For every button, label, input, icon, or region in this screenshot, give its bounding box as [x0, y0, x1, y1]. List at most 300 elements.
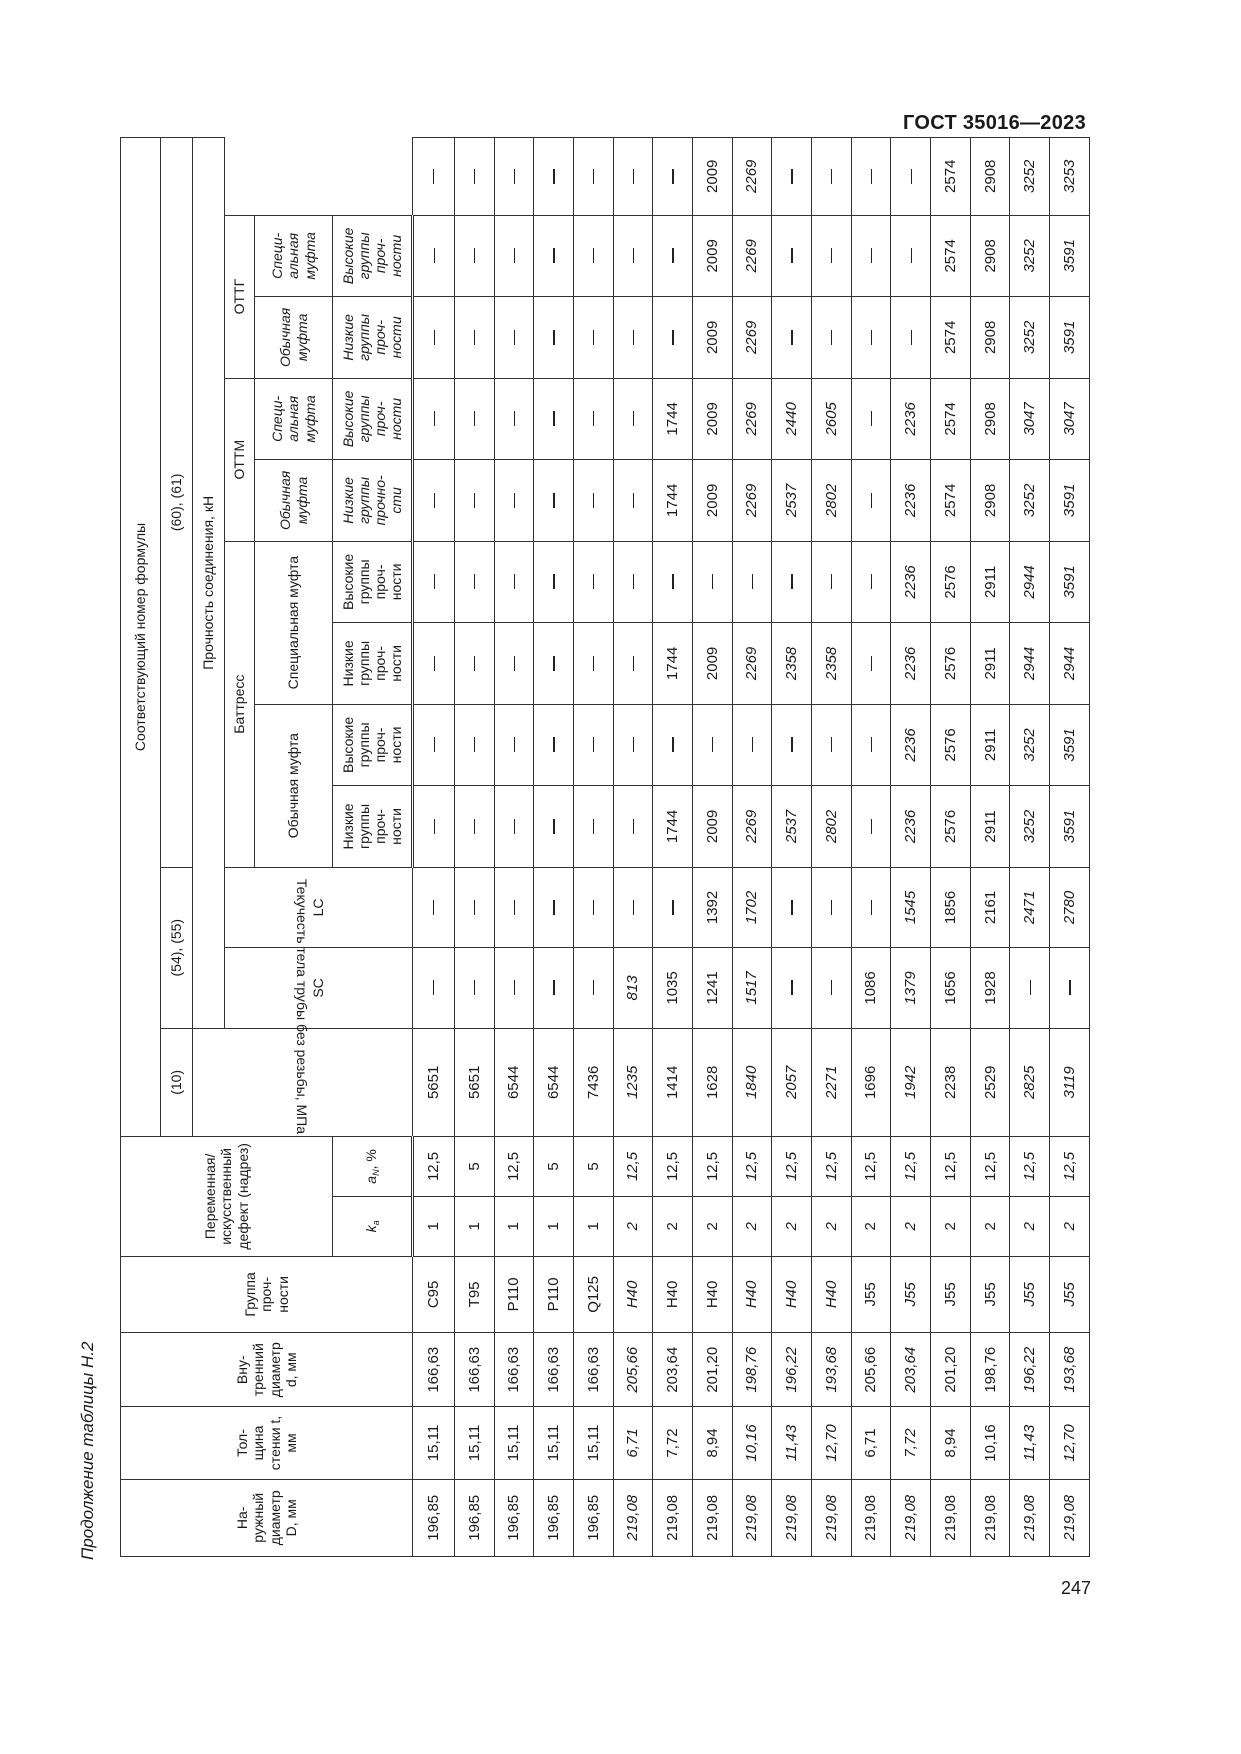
table-cell: 12,5 [732, 1137, 772, 1197]
table-cell: 1744 [653, 786, 693, 868]
dash-mark [514, 330, 515, 345]
table-cell: 219,08 [970, 1479, 1010, 1556]
table-cell [454, 215, 494, 297]
table-cell: 2911 [970, 541, 1010, 623]
table-cell: 2009 [692, 138, 732, 216]
table-cell: 198,76 [970, 1333, 1010, 1407]
table-cell [772, 138, 812, 216]
dash-mark [871, 574, 872, 589]
table-cell: 219,08 [1010, 1479, 1050, 1556]
table-cell [1010, 948, 1050, 1028]
table-cell [413, 297, 455, 379]
data-table [120, 137, 1090, 1557]
table-cell [534, 541, 574, 623]
dash-mark [593, 169, 594, 184]
table-cell [454, 378, 494, 460]
table-cell: 2 [613, 1196, 653, 1256]
table-cell [851, 623, 891, 705]
dash-mark [433, 169, 434, 184]
table-cell: 2271 [812, 1028, 852, 1136]
dash-mark [831, 248, 832, 263]
table-cell: H40 [613, 1256, 653, 1332]
ottm-regular-low-header: Низкие группы прочно- сти [333, 460, 413, 542]
table-cell: 2576 [931, 786, 971, 868]
table-cell [772, 867, 812, 947]
table-cell: 3252 [1010, 460, 1050, 542]
table-cell: 166,63 [413, 1333, 455, 1407]
dash-mark [791, 737, 792, 752]
table-cell: 2802 [812, 786, 852, 868]
table-cell: 2269 [732, 138, 772, 216]
table-cell [812, 215, 852, 297]
table-caption: Продолжение таблицы Н.2 [78, 1341, 97, 1560]
table-cell: 3253 [1050, 138, 1090, 216]
table-cell [534, 460, 574, 542]
dash-mark [633, 330, 634, 345]
table-cell: 1840 [732, 1028, 772, 1136]
table-cell: H40 [772, 1256, 812, 1332]
dash-mark [791, 248, 792, 263]
table-cell: 2269 [732, 786, 772, 868]
table-cell [851, 541, 891, 623]
table-cell: 2825 [1010, 1028, 1050, 1136]
table-cell: 1 [413, 1196, 455, 1256]
body-yield-header: Текучесть тела трубы без резьбы, МПа [193, 1028, 413, 1136]
table-cell: 2908 [970, 215, 1010, 297]
table-cell [851, 867, 891, 947]
table-cell: 203,64 [891, 1333, 931, 1407]
table-body [413, 138, 1090, 1557]
table-cell [692, 704, 732, 786]
table-cell: 3252 [1010, 786, 1050, 868]
table-cell: 3252 [1010, 138, 1050, 216]
table-row [613, 138, 653, 1557]
table-cell [772, 704, 812, 786]
table-cell [494, 704, 534, 786]
table-cell: 2576 [931, 623, 971, 705]
table-cell: 2 [772, 1196, 812, 1256]
table-cell: 10,16 [970, 1407, 1010, 1479]
table-cell: 6544 [534, 1028, 574, 1136]
table-cell: J55 [931, 1256, 971, 1332]
table-cell: 2440 [772, 378, 812, 460]
dash-mark [672, 900, 673, 915]
table-cell: 2911 [970, 786, 1010, 868]
table-cell: H40 [653, 1256, 693, 1332]
dash-mark [553, 493, 554, 508]
table-cell: 2605 [812, 378, 852, 460]
page-number: 247 [1061, 1578, 1092, 1598]
table-cell: 2574 [931, 138, 971, 216]
table-row [732, 138, 772, 1557]
dash-mark [871, 900, 872, 915]
buttress-regular-coupling-header: Обычная муфта [255, 704, 333, 867]
table-cell: 2236 [891, 786, 931, 868]
dash-mark [593, 900, 594, 915]
table-cell: 2009 [692, 378, 732, 460]
dash-mark [672, 737, 673, 752]
formula-60-61-header: (60), (61) [161, 138, 193, 868]
table-cell [891, 138, 931, 216]
table-cell [494, 378, 534, 460]
table-cell [772, 297, 812, 379]
table-cell [812, 704, 852, 786]
table-cell [653, 704, 693, 786]
table-cell: 2269 [732, 378, 772, 460]
table-cell [653, 867, 693, 947]
table-cell: 203,64 [653, 1333, 693, 1407]
table-cell [653, 541, 693, 623]
dash-mark [633, 169, 634, 184]
table-cell: J55 [1010, 1256, 1050, 1332]
table-cell: 1035 [653, 948, 693, 1028]
table-cell [413, 948, 455, 1028]
table-cell: 3591 [1050, 215, 1090, 297]
buttress-special-low-header: Низкие группы проч- ности [333, 623, 413, 705]
table-cell: 201,20 [692, 1333, 732, 1407]
dash-mark [871, 248, 872, 263]
dash-mark [434, 656, 435, 671]
dash-mark [434, 574, 435, 589]
ottm-regular-coupling-header: Обычная муфта [255, 460, 333, 542]
table-cell: 2 [692, 1196, 732, 1256]
dash-mark [433, 980, 434, 995]
dash-mark [514, 574, 515, 589]
table-cell [494, 786, 534, 868]
table-cell: 2 [931, 1196, 971, 1256]
table-cell: 2 [812, 1196, 852, 1256]
dash-mark [434, 819, 435, 834]
table-cell: 193,68 [1050, 1333, 1090, 1407]
table-cell: 12,5 [931, 1137, 971, 1197]
table-cell: 2009 [692, 297, 732, 379]
dash-mark [553, 819, 554, 834]
table-cell [454, 704, 494, 786]
dash-mark [633, 737, 634, 752]
table-cell [812, 867, 852, 947]
table-cell [772, 541, 812, 623]
table-row [1010, 138, 1050, 1557]
table-cell: 2576 [931, 704, 971, 786]
table-cell: 12,5 [653, 1137, 693, 1197]
table-cell [653, 215, 693, 297]
table-cell: 3047 [1010, 378, 1050, 460]
table-cell [851, 460, 891, 542]
table-cell: J55 [970, 1256, 1010, 1332]
table-cell: 2 [891, 1196, 931, 1256]
outer-diameter-header: На- ружный диаметр D, мм [121, 1479, 413, 1556]
buttress-special-coupling-header: Специальная муфта [255, 541, 333, 704]
table-cell: 813 [613, 948, 653, 1028]
table-cell: H40 [812, 1256, 852, 1332]
table-cell [454, 867, 494, 947]
table-cell: 2161 [970, 867, 1010, 947]
table-cell: 2944 [1010, 541, 1050, 623]
table-cell: 166,63 [454, 1333, 494, 1407]
table-cell [851, 297, 891, 379]
table-cell [573, 704, 613, 786]
table-cell: 3252 [1010, 297, 1050, 379]
table-cell [613, 541, 653, 623]
table-cell: 2911 [970, 704, 1010, 786]
table-cell [534, 948, 574, 1028]
table-cell: 1744 [653, 460, 693, 542]
table-cell: 1656 [931, 948, 971, 1028]
formula-10-header: (10) [161, 1028, 193, 1136]
table-cell [454, 460, 494, 542]
dash-mark [474, 493, 475, 508]
table-cell: 2236 [891, 541, 931, 623]
dash-mark [633, 900, 634, 915]
table-cell [653, 138, 693, 216]
formula-54-55-header: (54), (55) [161, 867, 193, 1028]
table-cell: 2358 [812, 623, 852, 705]
dash-mark [871, 330, 872, 345]
table-cell: 1379 [891, 948, 931, 1028]
table-cell: 1517 [732, 948, 772, 1028]
table-cell [812, 948, 852, 1028]
table-row [413, 138, 455, 1557]
lc-header: LC [225, 867, 413, 947]
table-cell: 2269 [732, 215, 772, 297]
dash-mark [474, 819, 475, 834]
table-row [653, 138, 693, 1557]
dash-mark [514, 980, 515, 995]
dash-mark [871, 493, 872, 508]
table-cell [812, 297, 852, 379]
ottm-header: ОТТМ [225, 378, 255, 541]
table-cell [534, 138, 574, 216]
dash-mark [791, 330, 792, 345]
table-cell: 2802 [812, 460, 852, 542]
table-cell [413, 460, 455, 542]
table-cell [573, 378, 613, 460]
table-cell: 1 [454, 1196, 494, 1256]
table-cell [613, 378, 653, 460]
table-cell: 2236 [891, 378, 931, 460]
table-cell: 2 [732, 1196, 772, 1256]
dash-mark [831, 737, 832, 752]
table-cell [534, 623, 574, 705]
table-cell [732, 704, 772, 786]
table-cell: 2911 [970, 623, 1010, 705]
table-cell: 11,43 [772, 1407, 812, 1479]
table-cell: 5 [573, 1137, 613, 1197]
dash-mark [911, 248, 912, 263]
table-cell: 12,70 [1050, 1407, 1090, 1479]
inner-diameter-header: Вну- тренний диаметр d, мм [121, 1333, 413, 1407]
table-cell: 2471 [1010, 867, 1050, 947]
table-cell [454, 138, 494, 216]
dash-mark [633, 248, 634, 263]
table-cell: 1628 [692, 1028, 732, 1136]
dash-mark [831, 900, 832, 915]
table-cell: 205,66 [851, 1333, 891, 1407]
dash-mark [474, 656, 475, 671]
table-cell [494, 138, 534, 216]
table-cell: 3047 [1050, 378, 1090, 460]
table-cell [413, 378, 455, 460]
table-cell: 2908 [970, 460, 1010, 542]
table-cell: 2576 [931, 541, 971, 623]
dash-mark [871, 656, 872, 671]
table-cell [534, 378, 574, 460]
table-cell: 3252 [1010, 704, 1050, 786]
dash-mark [514, 411, 515, 426]
table-cell: 5651 [413, 1028, 455, 1136]
dash-mark [672, 169, 673, 184]
table-row [573, 138, 613, 1557]
table-cell [851, 786, 891, 868]
formula-number-header: Соответствующий номер формулы [121, 138, 161, 1137]
table-cell [772, 215, 812, 297]
dash-mark [474, 411, 475, 426]
table-cell [494, 215, 534, 297]
table-cell: 7,72 [891, 1407, 931, 1479]
table-cell [613, 704, 653, 786]
table-cell: 2908 [970, 297, 1010, 379]
ottg-special-high-header: Высокие группы проч- ности [333, 215, 413, 297]
dash-mark [871, 411, 872, 426]
dash-mark [791, 574, 792, 589]
rotated-table-container [120, 137, 1090, 1557]
dash-mark [831, 330, 832, 345]
table-cell [613, 867, 653, 947]
table-cell: 2236 [891, 704, 931, 786]
table-cell: 219,08 [931, 1479, 971, 1556]
table-cell: P110 [494, 1256, 534, 1332]
dash-mark [553, 169, 554, 184]
dash-mark [514, 656, 515, 671]
dash-mark [633, 574, 634, 589]
table-cell: 3591 [1050, 541, 1090, 623]
dash-mark [831, 169, 832, 184]
table-cell: 201,20 [931, 1333, 971, 1407]
table-cell: 7436 [573, 1028, 613, 1136]
ottm-special-coupling-header: Специ- альная муфта [255, 378, 333, 460]
table-cell: 2 [653, 1196, 693, 1256]
dash-mark [871, 819, 872, 834]
table-cell [454, 297, 494, 379]
table-cell [812, 541, 852, 623]
dash-mark [474, 980, 475, 995]
table-cell: 15,11 [454, 1407, 494, 1479]
table-row [891, 138, 931, 1557]
dash-mark [1030, 980, 1031, 995]
table-cell: 2358 [772, 623, 812, 705]
table-cell [851, 215, 891, 297]
table-cell: 2908 [970, 378, 1010, 460]
table-cell [413, 867, 455, 947]
table-cell: 2574 [931, 378, 971, 460]
dash-mark [553, 330, 554, 345]
table-cell [494, 297, 534, 379]
table-cell: 12,5 [970, 1137, 1010, 1197]
dash-mark [553, 411, 554, 426]
table-cell [494, 867, 534, 947]
table-cell [413, 704, 455, 786]
dash-mark [514, 737, 515, 752]
table-cell: 12,5 [494, 1137, 534, 1197]
dash-mark [593, 330, 594, 345]
dash-mark [672, 574, 673, 589]
table-cell: J55 [891, 1256, 931, 1332]
table-cell: 1 [534, 1196, 574, 1256]
table-row [970, 138, 1010, 1557]
table-cell: 10,16 [732, 1407, 772, 1479]
table-cell: 1856 [931, 867, 971, 947]
dash-mark [434, 248, 435, 263]
table-cell: 3591 [1050, 297, 1090, 379]
table-cell: 166,63 [534, 1333, 574, 1407]
table-cell [653, 297, 693, 379]
table-cell: 12,5 [851, 1137, 891, 1197]
table-cell: 6544 [494, 1028, 534, 1136]
table-cell [534, 786, 574, 868]
table-row [812, 138, 852, 1557]
table-cell [573, 215, 613, 297]
table-cell: 2236 [891, 623, 931, 705]
table-cell: 219,08 [812, 1479, 852, 1556]
table-cell: 15,11 [534, 1407, 574, 1479]
dash-mark [593, 574, 594, 589]
table-cell [454, 623, 494, 705]
table-cell [851, 378, 891, 460]
table-cell: 196,22 [1010, 1333, 1050, 1407]
table-cell: 8,94 [692, 1407, 732, 1479]
dash-mark [553, 980, 554, 995]
dash-mark [474, 900, 475, 915]
table-cell: 7,72 [653, 1407, 693, 1479]
table-cell [851, 704, 891, 786]
table-cell: 2944 [1050, 623, 1090, 705]
dash-mark [553, 900, 554, 915]
table-cell: 12,70 [812, 1407, 852, 1479]
dash-mark [553, 737, 554, 752]
dash-mark [1069, 980, 1070, 995]
table-cell: 5 [454, 1137, 494, 1197]
table-cell: 12,5 [1050, 1137, 1090, 1197]
buttress-regular-low-header: Низкие группы проч- ности [333, 786, 413, 868]
document-header: ГОСТ 35016—2023 [903, 112, 1086, 134]
table-cell: 8,94 [931, 1407, 971, 1479]
table-cell [534, 704, 574, 786]
table-cell: 6,71 [851, 1407, 891, 1479]
dash-mark [791, 980, 792, 995]
table-cell: H40 [692, 1256, 732, 1332]
table-cell [1050, 948, 1090, 1028]
table-cell: 1696 [851, 1028, 891, 1136]
sc-header: SC [225, 948, 413, 1028]
table-cell [573, 948, 613, 1028]
table-cell: Q125 [573, 1256, 613, 1332]
table-cell: 2529 [970, 1028, 1010, 1136]
table-cell: 196,85 [413, 1479, 455, 1556]
table-cell: 3119 [1050, 1028, 1090, 1136]
ottg-regular-low-header: Низкие группы проч- ности [333, 297, 413, 379]
table-cell [812, 138, 852, 216]
table-cell [454, 786, 494, 868]
table-cell: 2269 [732, 297, 772, 379]
table-cell [732, 541, 772, 623]
table-cell: 2574 [931, 215, 971, 297]
dash-mark [553, 574, 554, 589]
dash-mark [712, 737, 713, 752]
table-cell [573, 541, 613, 623]
dash-mark [593, 737, 594, 752]
table-cell: 2 [1010, 1196, 1050, 1256]
table-cell: J55 [1050, 1256, 1090, 1332]
